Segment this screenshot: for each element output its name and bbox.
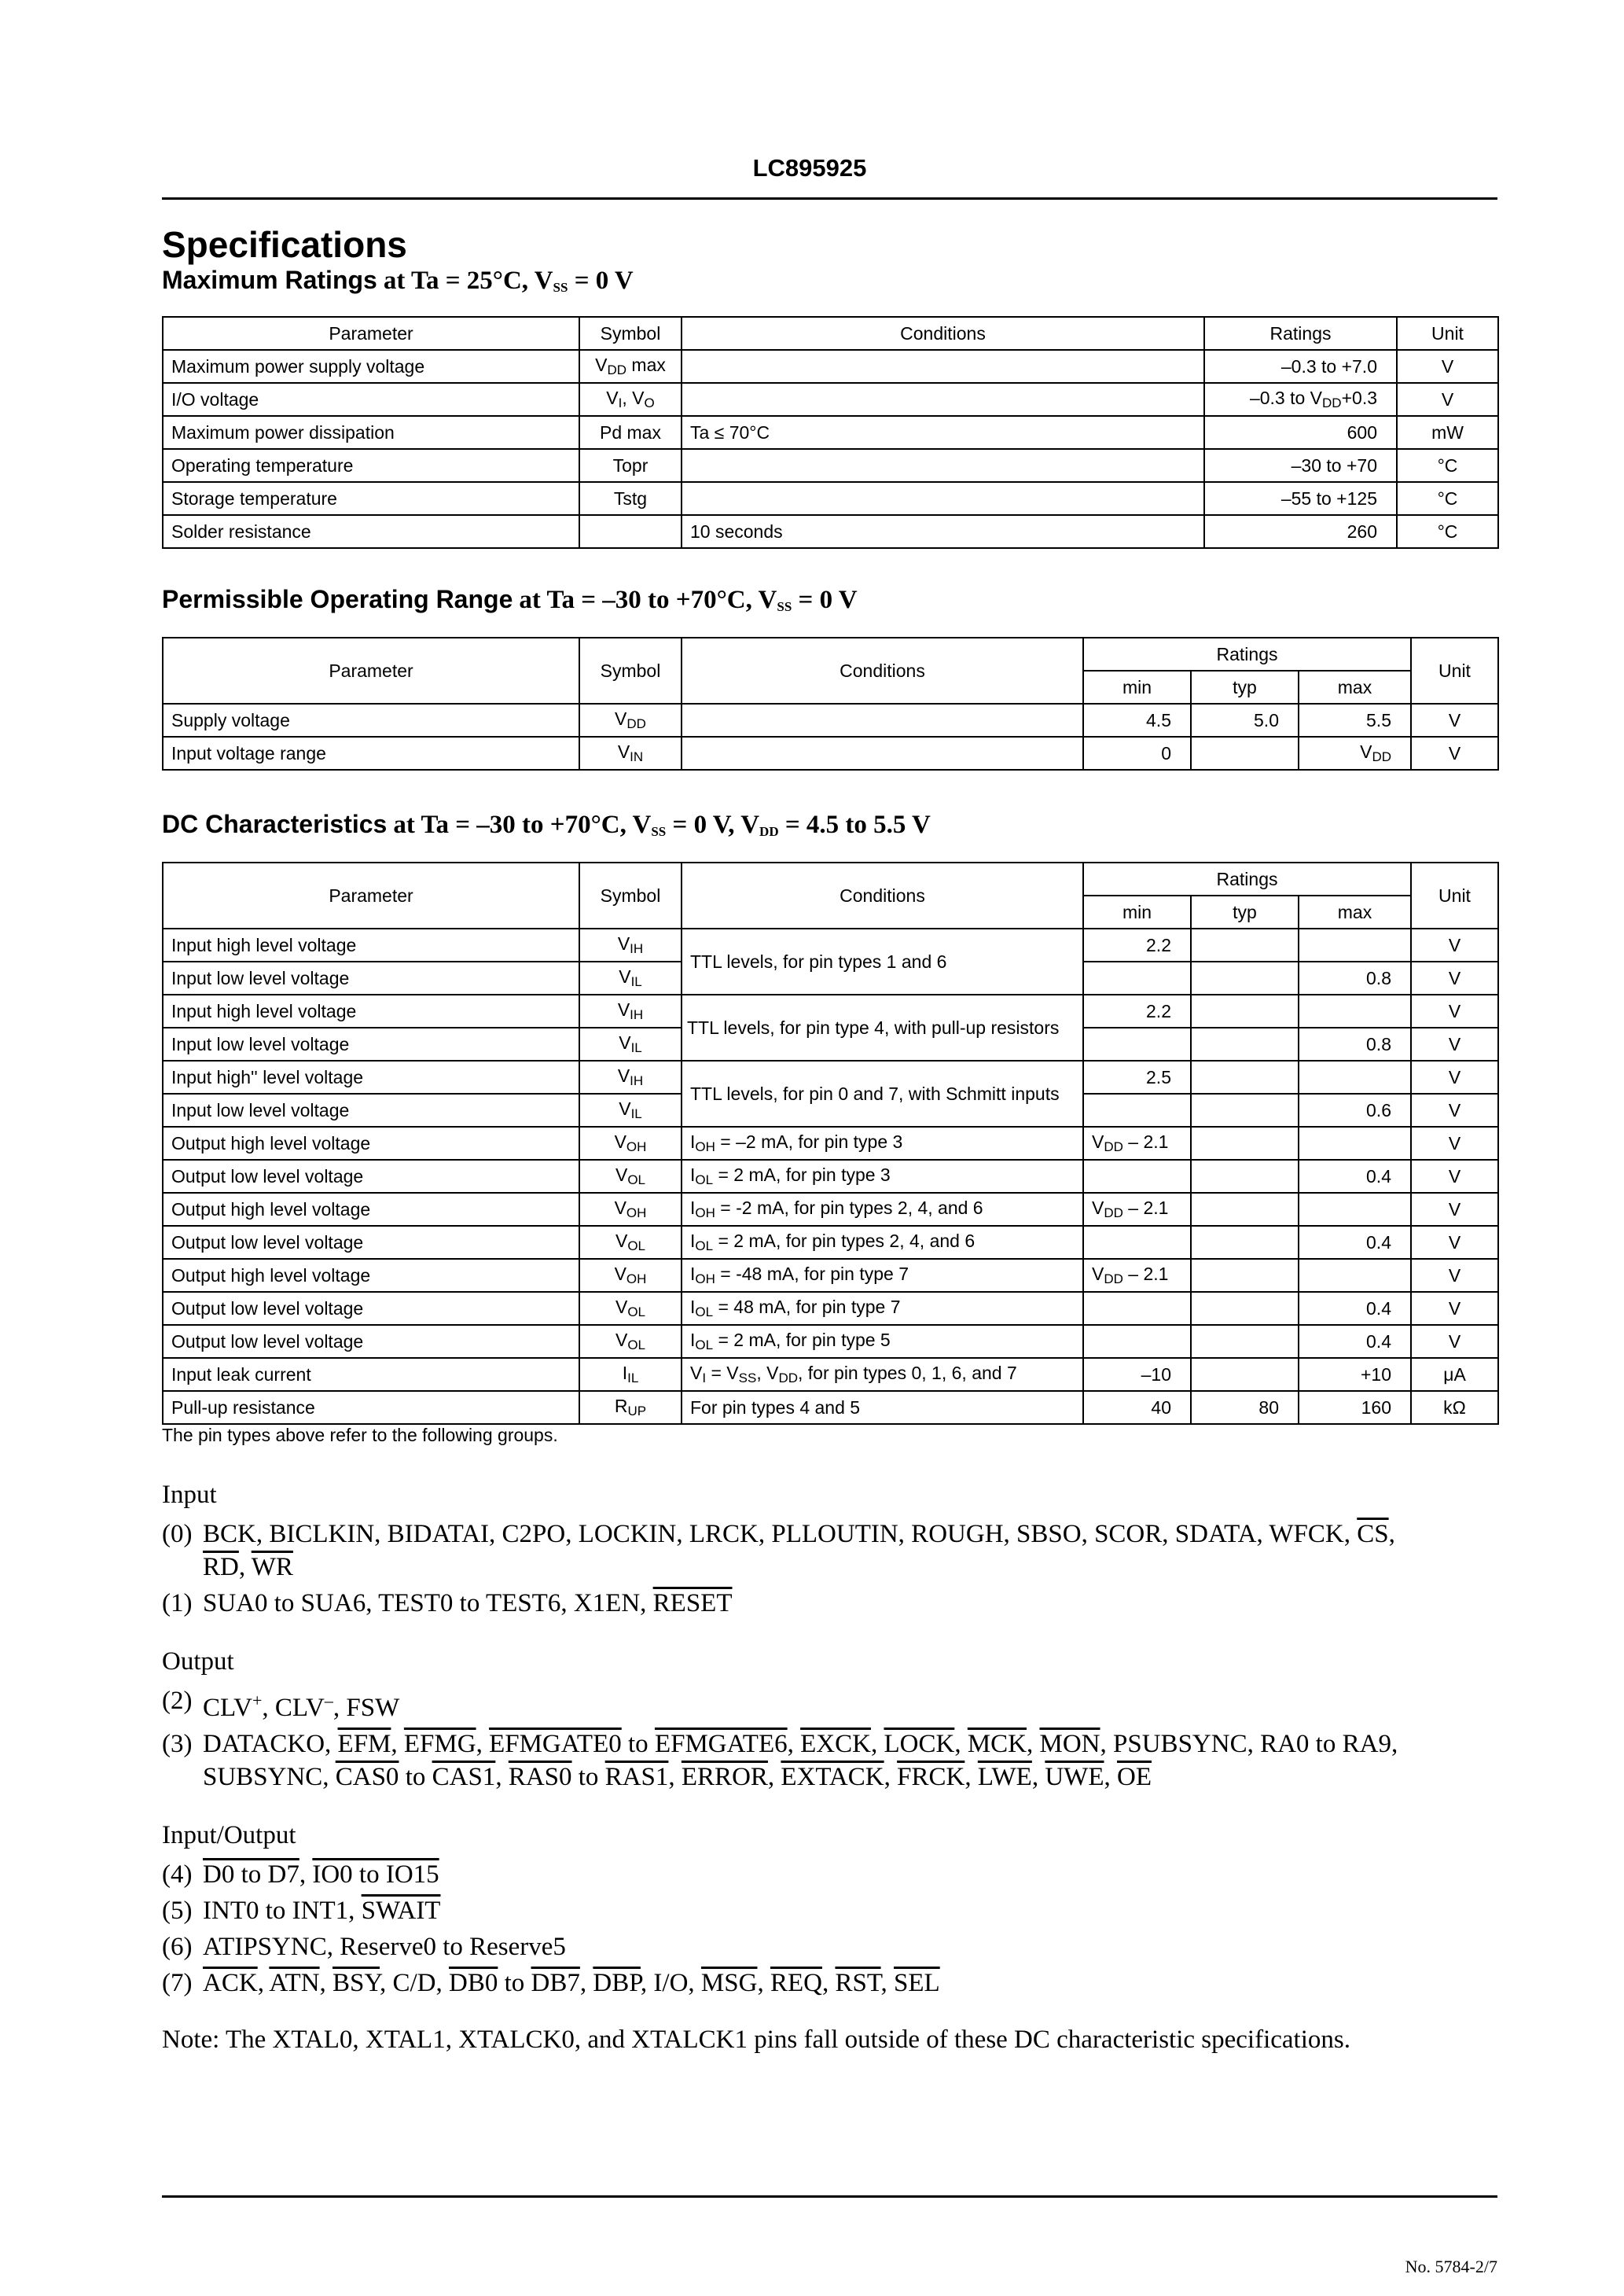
header-cell: min	[1083, 896, 1191, 929]
symbol-cell: $V_{DD}$ max	[579, 350, 682, 383]
page-number: No. 5784-2/7	[1405, 2257, 1497, 2276]
param-cell: Storage temperature	[163, 482, 579, 515]
header-rule	[162, 197, 1497, 200]
table-row	[163, 995, 1498, 1028]
header-cell: max	[1299, 896, 1411, 929]
unit-cell: V	[1411, 1061, 1498, 1094]
unit-cell: V	[1411, 1127, 1498, 1160]
cond-cell: For pin types 4 and 5	[682, 1391, 1083, 1424]
group-number: (5)	[162, 1897, 193, 1925]
header-cell: Unit	[1397, 317, 1498, 350]
table-row	[163, 383, 1498, 416]
pin-group-3	[162, 1728, 1498, 1794]
cond-cell	[682, 704, 1083, 737]
unit-cell: V	[1411, 737, 1498, 770]
pin-group-1	[162, 1587, 1498, 1620]
table-row	[163, 1193, 1498, 1226]
header-cell: max	[1299, 671, 1411, 704]
symbol-cell: Topr	[579, 449, 682, 482]
header-cell: Symbol	[579, 863, 682, 929]
min-cell: 2.2	[1083, 929, 1191, 962]
cond-cell: $I_{OL} = 2$ mA, for pin types 2, 4, and 6	[682, 1226, 1083, 1259]
param-cell: Maximum power supply voltage	[163, 350, 579, 383]
cond-cell	[682, 482, 1204, 515]
symbol-cell: Pd max	[579, 416, 682, 449]
operating-range-condition: at Ta = –30 to +70°C, $V_{SS} = 0$ V	[519, 586, 858, 614]
operating-range-table	[162, 637, 1499, 771]
cond-cell: $I_{OL} = 2$ mA, for pin type 5	[682, 1325, 1083, 1358]
table-row	[163, 1259, 1498, 1292]
unit-cell: V	[1411, 1160, 1498, 1193]
symbol-cell: $V_{IL}$	[579, 962, 682, 995]
table-row	[163, 449, 1498, 482]
unit-cell: V	[1411, 1226, 1498, 1259]
rating-cell: –0.3 to $V_{DD}+0.3$	[1204, 383, 1397, 416]
rating-cell: –55 to +125	[1204, 482, 1397, 515]
rating-cell: –0.3 to +7.0	[1204, 350, 1397, 383]
table-row	[163, 1226, 1498, 1259]
typ-cell	[1191, 1094, 1299, 1127]
typ-cell: 80	[1191, 1391, 1299, 1424]
param-cell: Input low level voltage	[163, 1028, 579, 1061]
param-cell: Input low level voltage	[163, 962, 579, 995]
table-header-row	[163, 863, 1498, 896]
header-cell: min	[1083, 671, 1191, 704]
header-cell: Symbol	[579, 317, 682, 350]
symbol-cell: $V_{IN}$	[579, 737, 682, 770]
param-cell: Output low level voltage	[163, 1325, 579, 1358]
max-ratings-title	[162, 266, 634, 296]
part-number: LC895925	[752, 154, 867, 182]
rating-cell: 260	[1204, 515, 1397, 548]
group-number: (0)	[162, 1520, 193, 1548]
cond-cell	[682, 449, 1204, 482]
dc-table	[162, 862, 1499, 1425]
cond-cell	[682, 737, 1083, 770]
table-header-row	[163, 638, 1498, 671]
param-cell: Output high level voltage	[163, 1127, 579, 1160]
operating-range-title	[162, 585, 858, 615]
pin-groups	[162, 1478, 1498, 2000]
group-number: (3)	[162, 1730, 193, 1758]
group-text: INT0 to INT1, SWAIT	[203, 1897, 441, 1925]
cond-cell: TTL levels, for pin 0 and 7, with Schmitt inputs	[682, 1061, 1083, 1127]
group-text: BCK, BICLKIN, BIDATAI, C2PO, LOCKIN, LRCK, PLLOUTIN, ROUGH, SBSO, SCOR, SDATA, WFCK, $\overline{CS}$, $\overline{RD}$, $\overline{WR}$	[203, 1520, 1395, 1581]
symbol-cell: $V_{IL}$	[579, 1094, 682, 1127]
group-text: $\overline{ACK}$, $\overline{ATN}$, $\overline{BSY}$, C/D, DB0 to DB7, $\overline{DBP}$, I/O, $\overline{MSG}$, $\overline{REQ}$, $\overline{RST}$, $\overline{SEL}$	[203, 1969, 940, 1997]
table-row	[163, 1292, 1498, 1325]
io-heading: Input/Output	[162, 1821, 296, 1849]
param-cell: Output low level voltage	[163, 1160, 579, 1193]
pin-group-0	[162, 1518, 1498, 1584]
symbol-cell: $I_{IL}$	[579, 1358, 682, 1391]
symbol-cell	[579, 515, 682, 548]
typ-cell	[1191, 1325, 1299, 1358]
operating-range-label: Permissible Operating Range	[162, 585, 513, 613]
pin-types-footnote: The pin types above refer to the following groups.	[162, 1425, 558, 1445]
group-text: CLV+, CLV–, FSW	[203, 1691, 400, 1722]
group-number: (2)	[162, 1687, 193, 1715]
max-ratings-table	[162, 316, 1499, 549]
cond-cell: TTL levels, for pin types 1 and 6	[682, 929, 1083, 995]
unit-cell: V	[1411, 929, 1498, 962]
group-text: DATACKO, $\overline{EFM}$, EFMG, EFMGATE0 to EFMGATE6, EXCK, LOCK, $\overline{MCK}$, $\overline{MON}$, PSUBSYNC, RA0 to RA9, SUBSYNC, CAS0 to CAS1, RAS0 to RAS1, ERROR, EXTACK, FRCK, $\overline{LWE}$, $\overline{UWE}$, $\overline{OE}$	[203, 1730, 1398, 1791]
unit-cell: V	[1411, 1094, 1498, 1127]
max-cell: $V_{DD}$	[1299, 737, 1411, 770]
cond-cell	[682, 350, 1204, 383]
table-row	[163, 350, 1498, 383]
min-cell: –10	[1083, 1358, 1191, 1391]
symbol-cell: $V_{OL}$	[579, 1292, 682, 1325]
unit-cell: V	[1411, 1259, 1498, 1292]
symbol-cell: $V_{OH}$	[579, 1127, 682, 1160]
param-cell: Input high level voltage	[163, 995, 579, 1028]
symbol-cell: Tstg	[579, 482, 682, 515]
pin-group-4	[162, 1858, 1498, 1891]
typ-cell	[1191, 1028, 1299, 1061]
table-row	[163, 482, 1498, 515]
group-number: (4)	[162, 1860, 193, 1889]
table-row	[163, 416, 1498, 449]
param-cell: Supply voltage	[163, 704, 579, 737]
unit-cell: V	[1411, 995, 1498, 1028]
max-cell	[1299, 1127, 1411, 1160]
min-cell	[1083, 1094, 1191, 1127]
header-cell: Ratings	[1083, 863, 1411, 896]
table-row	[163, 1325, 1498, 1358]
min-cell	[1083, 1160, 1191, 1193]
min-cell	[1083, 1226, 1191, 1259]
typ-cell	[1191, 1226, 1299, 1259]
unit-cell: °C	[1397, 515, 1498, 548]
unit-cell: V	[1411, 1292, 1498, 1325]
max-cell: 160	[1299, 1391, 1411, 1424]
symbol-cell: $V_{IH}$	[579, 1061, 682, 1094]
xtal-note: Note: The XTAL0, XTAL1, XTALCK0, and XTALCK1 pins fall outside of these DC characteristic specifications.	[162, 2026, 1350, 2054]
min-cell: $V_{DD} - 2.1$	[1083, 1193, 1191, 1226]
unit-cell: V	[1411, 1325, 1498, 1358]
cond-cell: 10 seconds	[682, 515, 1204, 548]
unit-cell: V	[1411, 704, 1498, 737]
param-cell: Output low level voltage	[163, 1226, 579, 1259]
table-row	[163, 1358, 1498, 1391]
table-row	[163, 737, 1498, 770]
typ-cell	[1191, 929, 1299, 962]
symbol-cell: $V_{OH}$	[579, 1193, 682, 1226]
max-cell	[1299, 1193, 1411, 1226]
header-cell: Unit	[1411, 638, 1498, 704]
max-cell: 5.5	[1299, 704, 1411, 737]
unit-cell: °C	[1397, 482, 1498, 515]
min-cell	[1083, 1325, 1191, 1358]
typ-cell	[1191, 1358, 1299, 1391]
unit-cell: V	[1397, 383, 1498, 416]
cond-cell: $I_{OH} = -48$ mA, for pin type 7	[682, 1259, 1083, 1292]
pin-group-7	[162, 1967, 1498, 2000]
max-cell: 0.4	[1299, 1226, 1411, 1259]
header-cell: Symbol	[579, 638, 682, 704]
typ-cell	[1191, 1127, 1299, 1160]
header-cell: Unit	[1411, 863, 1498, 929]
typ-cell	[1191, 1292, 1299, 1325]
cond-cell: $I_{OH} = -2$ mA, for pin types 2, 4, and 6	[682, 1193, 1083, 1226]
param-cell: Input high level voltage	[163, 929, 579, 962]
min-cell	[1083, 962, 1191, 995]
header-cell: Ratings	[1083, 638, 1411, 671]
group-number: (1)	[162, 1589, 193, 1617]
symbol-cell: $V_{OL}$	[579, 1226, 682, 1259]
table-row	[163, 1160, 1498, 1193]
max-cell: 0.4	[1299, 1292, 1411, 1325]
param-cell: Input low level voltage	[163, 1094, 579, 1127]
param-cell: Output low level voltage	[163, 1292, 579, 1325]
cond-cell: $V_I = V_{SS}$, $V_{DD}$, for pin types 0, 1, 6, and 7	[682, 1358, 1083, 1391]
max-cell: 0.8	[1299, 1028, 1411, 1061]
typ-cell	[1191, 737, 1299, 770]
cond-cell: $I_{OH} = -2$ mA, for pin type 3	[682, 1127, 1083, 1160]
unit-cell: V	[1411, 1028, 1498, 1061]
param-cell: Maximum power dissipation	[163, 416, 579, 449]
max-cell: 0.8	[1299, 962, 1411, 995]
header-cell: typ	[1191, 896, 1299, 929]
footer-rule	[162, 2195, 1497, 2198]
typ-cell	[1191, 1259, 1299, 1292]
param-cell: Solder resistance	[163, 515, 579, 548]
dc-title	[162, 810, 931, 840]
max-cell: 0.4	[1299, 1160, 1411, 1193]
symbol-cell: $V_{IH}$	[579, 929, 682, 962]
unit-cell: mW	[1397, 416, 1498, 449]
cond-cell: $I_{OL} = 2$ mA, for pin type 3	[682, 1160, 1083, 1193]
symbol-cell: $V_{OL}$	[579, 1160, 682, 1193]
cond-cell: TTL levels, for pin type 4, with pull-up resistors	[682, 995, 1083, 1061]
param-cell: Output high level voltage	[163, 1259, 579, 1292]
min-cell: $V_{DD} - 2.1$	[1083, 1259, 1191, 1292]
table-row	[163, 1391, 1498, 1424]
input-heading: Input	[162, 1481, 217, 1509]
header-cell: Parameter	[163, 638, 579, 704]
table-row	[163, 1061, 1498, 1094]
unit-cell: °C	[1397, 449, 1498, 482]
typ-cell	[1191, 1160, 1299, 1193]
max-cell	[1299, 929, 1411, 962]
symbol-cell: $V_{DD}$	[579, 704, 682, 737]
header-cell: Ratings	[1204, 317, 1397, 350]
symbol-cell: $V_I$, $V_O$	[579, 383, 682, 416]
group-text: SUA0 to SUA6, TEST0 to TEST6, X1EN, RESET	[203, 1589, 733, 1617]
page-title: Specifications	[162, 224, 407, 265]
header-cell: Parameter	[163, 863, 579, 929]
header-cell: Conditions	[682, 638, 1083, 704]
output-heading: Output	[162, 1647, 234, 1676]
symbol-cell: $V_{OH}$	[579, 1259, 682, 1292]
unit-cell: V	[1411, 1193, 1498, 1226]
min-cell: 2.5	[1083, 1061, 1191, 1094]
param-cell: Output high level voltage	[163, 1193, 579, 1226]
rating-cell: –30 to +70	[1204, 449, 1397, 482]
symbol-cell: $V_{OL}$	[579, 1325, 682, 1358]
typ-cell	[1191, 962, 1299, 995]
group-number: (7)	[162, 1969, 193, 1997]
cond-cell: Ta ≤ 70°C	[682, 416, 1204, 449]
symbol-cell: $V_{IH}$	[579, 995, 682, 1028]
max-cell	[1299, 1061, 1411, 1094]
group-number: (6)	[162, 1933, 193, 1961]
pin-group-5	[162, 1894, 1498, 1927]
typ-cell: 5.0	[1191, 704, 1299, 737]
unit-cell: μA	[1411, 1358, 1498, 1391]
max-ratings-label: Maximum Ratings	[162, 266, 377, 294]
cond-cell	[682, 383, 1204, 416]
table-row	[163, 929, 1498, 962]
max-cell: 0.6	[1299, 1094, 1411, 1127]
table-row	[163, 1127, 1498, 1160]
unit-cell: kΩ	[1411, 1391, 1498, 1424]
param-cell: Pull-up resistance	[163, 1391, 579, 1424]
group-text: D0 to D7, IO0 to IO15	[203, 1860, 439, 1889]
param-cell: Input high'' level voltage	[163, 1061, 579, 1094]
dc-condition: at Ta = –30 to +70°C, $V_{SS} = 0$ V, $V_{DD} = 4.5$ to 5.5 V	[393, 811, 931, 839]
min-cell	[1083, 1028, 1191, 1061]
max-cell	[1299, 1259, 1411, 1292]
rating-cell: 600	[1204, 416, 1397, 449]
min-cell: 0	[1083, 737, 1191, 770]
symbol-cell: $V_{IL}$	[579, 1028, 682, 1061]
header-cell: Conditions	[682, 317, 1204, 350]
max-cell: 0.4	[1299, 1325, 1411, 1358]
group-text: ATIPSYNC, Reserve0 to Reserve5	[203, 1933, 566, 1961]
max-cell	[1299, 995, 1411, 1028]
param-cell: Input voltage range	[163, 737, 579, 770]
param-cell: Input leak current	[163, 1358, 579, 1391]
pin-group-2	[162, 1684, 1498, 1724]
min-cell	[1083, 1292, 1191, 1325]
typ-cell	[1191, 995, 1299, 1028]
min-cell: 2.2	[1083, 995, 1191, 1028]
min-cell: 40	[1083, 1391, 1191, 1424]
typ-cell	[1191, 1061, 1299, 1094]
symbol-cell: $R_{UP}$	[579, 1391, 682, 1424]
max-cell: +10	[1299, 1358, 1411, 1391]
max-ratings-condition: at Ta = 25°C, $V_{SS} = 0$ V	[383, 267, 634, 295]
header-cell: Conditions	[682, 863, 1083, 929]
param-cell: I/O voltage	[163, 383, 579, 416]
unit-cell: V	[1411, 962, 1498, 995]
header-cell: Parameter	[163, 317, 579, 350]
typ-cell	[1191, 1193, 1299, 1226]
header-cell: typ	[1191, 671, 1299, 704]
param-cell: Operating temperature	[163, 449, 579, 482]
cond-cell: $I_{OL} = 48$ mA, for pin type 7	[682, 1292, 1083, 1325]
pin-group-6	[162, 1930, 1498, 1963]
table-header-row	[163, 317, 1498, 350]
min-cell: $V_{DD} - 2.1$	[1083, 1127, 1191, 1160]
table-row	[163, 704, 1498, 737]
min-cell: 4.5	[1083, 704, 1191, 737]
unit-cell: V	[1397, 350, 1498, 383]
table-row	[163, 515, 1498, 548]
dc-label: DC Characteristics	[162, 810, 388, 838]
